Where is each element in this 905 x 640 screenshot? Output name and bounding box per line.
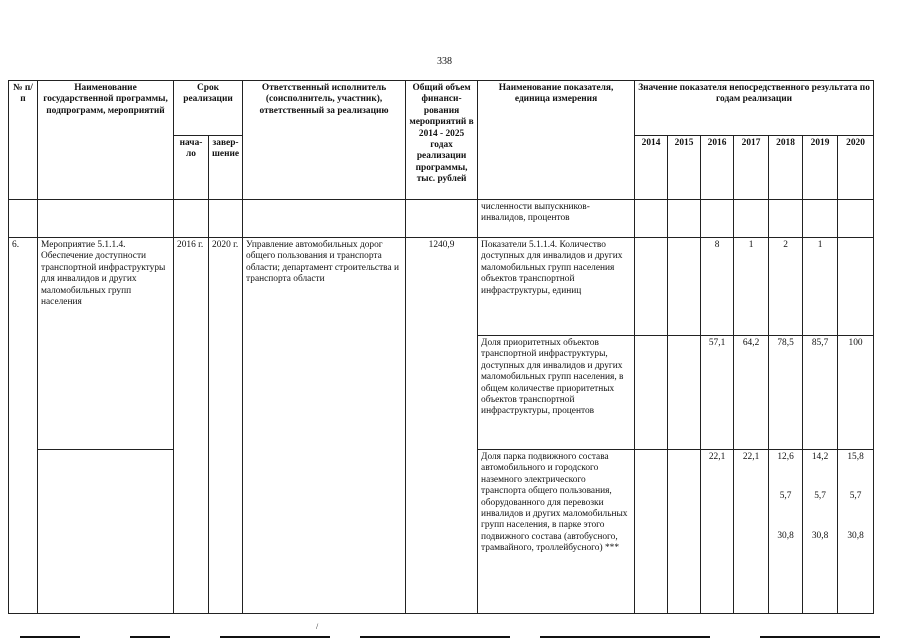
cell-empty xyxy=(701,200,734,238)
indicator-value: 85,7 xyxy=(803,336,838,450)
event-end: 2020 г. xyxy=(209,238,243,614)
continuation-indicator: численности выпускников-инвалидов, процентов xyxy=(478,200,635,238)
event-volume: 1240,9 xyxy=(406,238,478,614)
scan-edge-mark xyxy=(220,636,330,638)
header-year-2016: 2016 xyxy=(701,136,734,200)
header-term-end: завер-шение xyxy=(209,136,243,200)
cell-empty xyxy=(9,200,38,238)
cell-empty xyxy=(803,200,838,238)
cell-empty xyxy=(243,200,406,238)
indicator-value-third: 30,8 xyxy=(811,530,829,541)
event-name: Мероприятие 5.1.1.4. Обеспечение доступности транспортной инфраструктуры для инвалидов и других маломобильных групп населения xyxy=(38,238,174,450)
event-row-indicator-1 xyxy=(9,238,874,336)
header-year-2015: 2015 xyxy=(668,136,701,200)
indicator-value-stack xyxy=(769,450,803,614)
cell-empty xyxy=(174,200,209,238)
page-number: 338 xyxy=(437,56,452,67)
indicator-value: 14,2 xyxy=(811,452,829,462)
indicator-value-stack xyxy=(803,450,838,614)
indicator-value xyxy=(838,238,874,336)
header-executor: Ответственный исполнитель (соисполнитель, участник), ответственный за реализацию xyxy=(243,81,406,200)
indicator-value-second: 5,7 xyxy=(849,491,862,502)
event-start: 2016 г. xyxy=(174,238,209,614)
cell-empty xyxy=(769,200,803,238)
scan-edge-mark xyxy=(760,636,880,638)
program-table xyxy=(8,80,874,614)
indicator-value xyxy=(668,336,701,450)
cell-empty xyxy=(38,450,174,614)
header-volume: Общий объем финанси-рования мероприятий в 2014 - 2025 годах реализации программы, тыс. рублей xyxy=(406,81,478,200)
indicator-value-third: 30,8 xyxy=(777,530,794,541)
header-year-2019: 2019 xyxy=(803,136,838,200)
header-term: Срок реализации xyxy=(174,81,243,136)
indicator-value-stack xyxy=(635,450,668,614)
indicator-value: 57,1 xyxy=(701,336,734,450)
header-year-2014: 2014 xyxy=(635,136,668,200)
indicator-value: 12,6 xyxy=(777,452,794,462)
header-year-2017: 2017 xyxy=(734,136,769,200)
indicator-value xyxy=(635,336,668,450)
scan-edge-mark xyxy=(360,636,510,638)
indicator-value-third: 30,8 xyxy=(847,530,864,541)
indicator-name: Показатели 5.1.1.4. Количество доступных для инвалидов и других маломобильных групп населения объектов транспортной инфраструктуры, единиц xyxy=(478,238,635,336)
cell-empty xyxy=(209,200,243,238)
indicator-value: 2 xyxy=(769,238,803,336)
indicator-value: 1 xyxy=(734,238,769,336)
indicator-value xyxy=(635,238,668,336)
header-term-start: нача-ло xyxy=(174,136,209,200)
indicator-value: 8 xyxy=(701,238,734,336)
header-year-2020: 2020 xyxy=(838,136,874,200)
event-num: 6. xyxy=(9,238,38,614)
indicator-name: Доля парка подвижного состава автомобильного и городского наземного электрического транспорта общего пользования, оборудованного для перевозки инвалидов и других маломобильных групп населения, в парке этого подвижного состава (автобусного, трамвайного, троллейбусного) *** xyxy=(478,450,635,614)
indicator-value: 22,1 xyxy=(708,452,726,462)
cell-empty xyxy=(406,200,478,238)
indicator-value: 78,5 xyxy=(769,336,803,450)
footer-mark: / xyxy=(316,622,319,631)
indicator-value-stack xyxy=(668,450,701,614)
header-name: Наименование государственной программы, подпрограмм, мероприятий xyxy=(38,81,174,200)
indicator-value-stack xyxy=(734,450,769,614)
header-num: № п/п xyxy=(9,81,38,200)
indicator-value-second: 5,7 xyxy=(814,491,826,502)
indicator-name: Доля приоритетных объектов транспортной инфраструктуры, доступных для инвалидов и других маломобильных групп населения, в общем количестве приоритетных объектов транспортной инфраструктуры, процентов xyxy=(478,336,635,450)
header-year-2018: 2018 xyxy=(769,136,803,200)
scan-edge-mark xyxy=(540,636,710,638)
indicator-value: 1 xyxy=(803,238,838,336)
indicator-value: 22,1 xyxy=(742,452,760,462)
indicator-value: 15,8 xyxy=(847,452,864,462)
header-row-1 xyxy=(9,81,874,136)
continuation-row xyxy=(9,200,874,238)
header-values: Значение показателя непосредственного результата по годам реализации xyxy=(635,81,874,136)
scan-edge-mark xyxy=(20,636,80,638)
cell-empty xyxy=(734,200,769,238)
event-executor: Управление автомобильных дорог общего пользования и транспорта области; департамент строительства и транспорта области xyxy=(243,238,406,614)
indicator-value-stack xyxy=(838,450,874,614)
indicator-value-second: 5,7 xyxy=(779,491,792,502)
indicator-value-stack xyxy=(701,450,734,614)
cell-empty xyxy=(635,200,668,238)
indicator-value: 100 xyxy=(838,336,874,450)
cell-empty xyxy=(838,200,874,238)
cell-empty xyxy=(38,200,174,238)
cell-empty xyxy=(668,200,701,238)
indicator-value xyxy=(668,238,701,336)
scan-edge-mark xyxy=(130,636,170,638)
header-indicator: Наименование показателя, единица измерения xyxy=(478,81,635,200)
indicator-value: 64,2 xyxy=(734,336,769,450)
